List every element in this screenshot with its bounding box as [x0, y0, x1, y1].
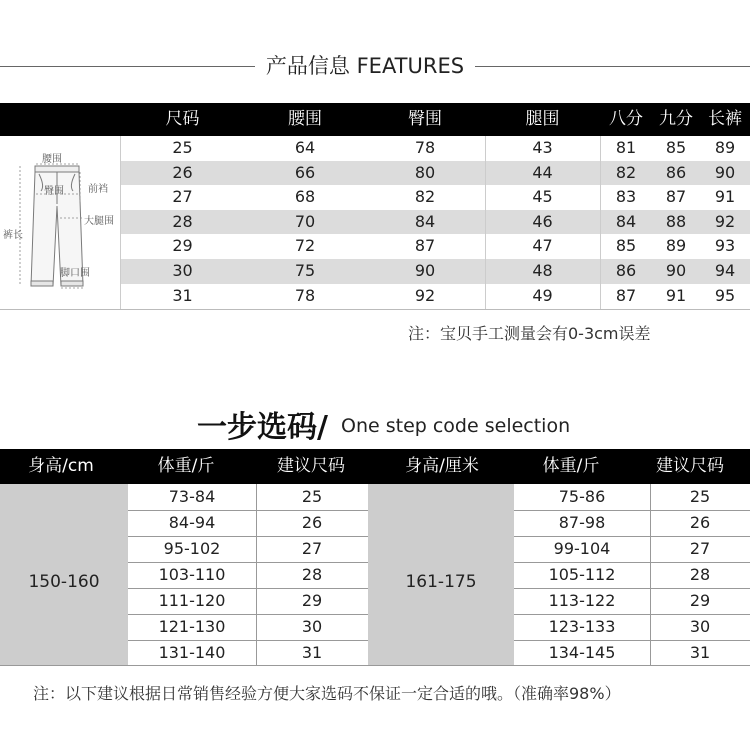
header-size-right: 建议尺码	[656, 456, 724, 476]
pants-diagram	[0, 136, 120, 309]
cell-cropped: 82	[615, 162, 637, 182]
cell-full: 94	[714, 261, 736, 280]
cell-weight: 103-110	[158, 565, 226, 584]
cell-thigh: 45	[532, 187, 553, 207]
header-weight-right: 体重/斤	[542, 456, 600, 476]
cell-hip: 82	[414, 187, 436, 207]
cell-size: 27	[301, 539, 323, 558]
label-waist: 腰围	[42, 154, 62, 165]
header-height-cm: 身高/cm	[28, 456, 94, 476]
column-divider	[120, 136, 121, 309]
cell-full: 89	[714, 138, 736, 157]
cell-ninth: 85	[665, 138, 687, 157]
column-divider	[256, 484, 257, 666]
cell-size: 31	[689, 643, 711, 662]
title-rule-right	[475, 66, 750, 67]
table-row	[120, 161, 750, 186]
cell-ninth: 90	[665, 261, 687, 280]
cell-weight: 73-84	[168, 487, 216, 506]
cell-weight: 121-130	[158, 617, 226, 636]
cell-size: 29	[301, 591, 323, 610]
cell-thigh: 47	[532, 236, 553, 256]
cell-size: 25	[689, 487, 711, 506]
header-full: 长裤	[708, 109, 742, 129]
selection-title: 一步选码/	[197, 410, 328, 445]
cell-hip: 92	[414, 285, 436, 305]
cell-size: 28	[689, 565, 711, 584]
header-weight-left: 体重/斤	[157, 456, 215, 476]
cell-waist: 75	[294, 261, 316, 280]
cell-size: 29	[689, 591, 711, 610]
header-cropped: 八分	[609, 109, 643, 129]
height-range-right: 161-175	[405, 572, 477, 592]
cell-cropped: 83	[615, 187, 637, 207]
table-row	[120, 284, 750, 309]
cell-size: 25	[301, 487, 323, 506]
cell-size: 25	[172, 138, 193, 157]
cell-cropped: 81	[615, 138, 637, 157]
cell-size: 31	[301, 643, 323, 662]
table-row	[120, 185, 750, 210]
cell-size: 26	[301, 513, 323, 532]
cell-size: 28	[301, 565, 323, 584]
cell-thigh: 43	[532, 138, 553, 157]
cell-size: 31	[172, 285, 193, 305]
cell-size: 29	[172, 236, 193, 256]
cell-weight: 87-98	[558, 513, 606, 532]
cell-size: 30	[689, 617, 711, 636]
table-row	[120, 234, 750, 259]
cell-size: 26	[172, 162, 193, 182]
cell-waist: 64	[294, 138, 316, 157]
selection-table-header	[0, 449, 750, 484]
cell-weight: 99-104	[553, 539, 611, 558]
cell-waist: 72	[294, 236, 316, 256]
header-size-left: 建议尺码	[277, 456, 345, 476]
cell-cropped: 84	[615, 211, 637, 231]
cell-hip: 90	[414, 261, 436, 280]
cell-cropped: 87	[615, 285, 637, 305]
cell-ninth: 88	[665, 211, 687, 231]
cell-ninth: 91	[665, 285, 687, 305]
table-row	[120, 210, 750, 235]
cell-thigh: 46	[532, 211, 553, 231]
column-divider	[600, 136, 601, 309]
header-height-limi: 身高/厘米	[405, 456, 479, 476]
header-hip: 臀围	[408, 109, 442, 129]
column-divider	[650, 484, 651, 666]
cell-weight: 105-112	[548, 565, 616, 584]
selection-table-body	[0, 484, 750, 666]
cell-weight: 123-133	[548, 617, 616, 636]
cell-ninth: 89	[665, 236, 687, 256]
table-row	[120, 259, 750, 284]
selection-note: 注：以下建议根据日常销售经验方便大家选码不保证一定合适的哦。（准确率98%）	[33, 684, 621, 703]
table-bottom-rule	[0, 309, 750, 310]
cell-waist: 68	[294, 187, 316, 207]
cell-size: 26	[689, 513, 711, 532]
label-length: 裤长	[3, 230, 23, 241]
cell-weight: 95-102	[163, 539, 221, 558]
cell-full: 95	[714, 285, 736, 305]
height-range-left: 150-160	[28, 572, 100, 592]
cell-waist: 66	[294, 162, 316, 182]
cell-size: 30	[301, 617, 323, 636]
size-table-body	[0, 136, 750, 309]
cell-size: 27	[689, 539, 711, 558]
table-row	[120, 136, 750, 161]
cell-hip: 84	[414, 211, 436, 231]
cell-size: 30	[172, 261, 193, 280]
column-divider	[485, 136, 486, 309]
cell-full: 92	[714, 211, 736, 231]
size-table-header	[0, 103, 750, 136]
header-waist: 腰围	[288, 109, 322, 129]
cell-waist: 70	[294, 211, 316, 231]
label-thigh: 大腿围	[84, 216, 114, 227]
cell-size: 27	[172, 187, 193, 207]
cell-size: 28	[172, 211, 193, 231]
cell-cropped: 85	[615, 236, 637, 256]
title-rule-left	[0, 66, 255, 67]
cell-hip: 78	[414, 138, 436, 157]
cell-full: 91	[714, 187, 736, 207]
cell-thigh: 48	[532, 261, 553, 280]
measurement-note: 注：宝贝手工测量会有0-3cm误差	[408, 324, 651, 343]
label-hem: 脚口围	[60, 268, 90, 279]
cell-ninth: 87	[665, 187, 687, 207]
cell-weight: 134-145	[548, 643, 616, 662]
cell-weight: 75-86	[558, 487, 606, 506]
cell-waist: 78	[294, 285, 316, 305]
label-hip: 臀围	[44, 186, 64, 197]
cell-hip: 80	[414, 162, 436, 182]
cell-thigh: 44	[532, 162, 553, 182]
cell-hip: 87	[414, 236, 436, 256]
cell-weight: 131-140	[158, 643, 226, 662]
cell-weight: 111-120	[158, 591, 226, 610]
cell-full: 93	[714, 236, 736, 256]
label-front-rise: 前裆	[88, 184, 108, 195]
cell-full: 90	[714, 162, 736, 182]
header-size: 尺码	[165, 109, 200, 129]
selection-subtitle: One step code selection	[341, 415, 571, 437]
cell-ninth: 86	[665, 162, 687, 182]
cell-weight: 113-122	[548, 591, 616, 610]
cell-thigh: 49	[532, 285, 553, 305]
header-thigh: 腿围	[525, 109, 560, 129]
features-title: 产品信息 FEATURES	[265, 54, 465, 78]
cell-cropped: 86	[615, 261, 637, 280]
cell-weight: 84-94	[168, 513, 216, 532]
header-ninth: 九分	[659, 109, 693, 129]
table-bottom-rule	[0, 484, 750, 666]
size-table	[0, 103, 750, 309]
